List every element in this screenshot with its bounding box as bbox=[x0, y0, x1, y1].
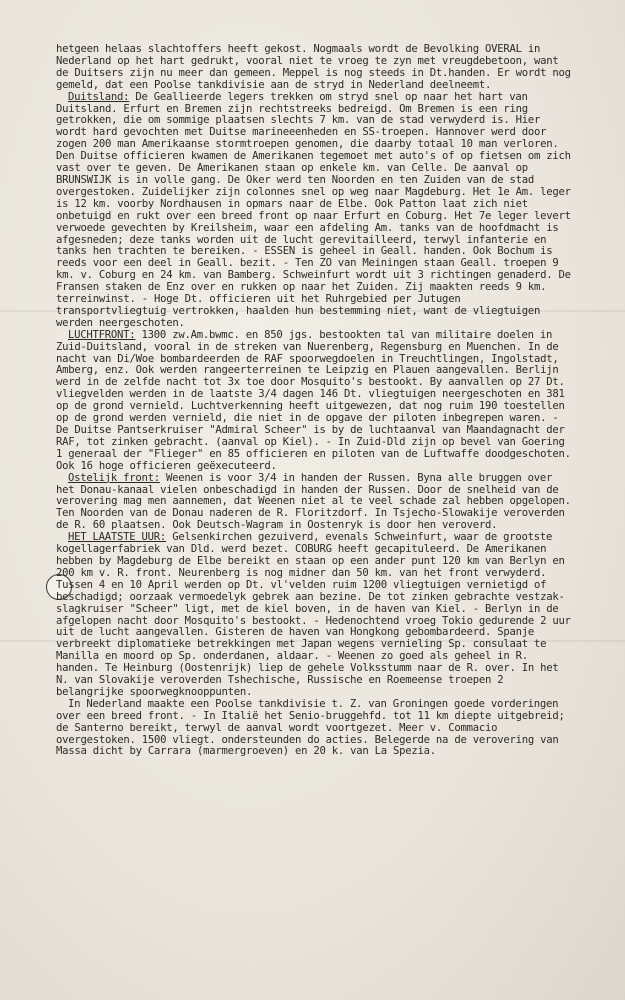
section-heading: Ostelijk front: bbox=[68, 471, 160, 484]
paragraph-luchtfront bbox=[56, 330, 576, 473]
paragraph-duitsland bbox=[56, 92, 576, 330]
section-heading: HET LAATSTE UUR: bbox=[68, 531, 167, 544]
paragraph-laatste-uur bbox=[56, 532, 576, 699]
section-heading: Duitsland: bbox=[68, 90, 130, 103]
paragraph-nederland bbox=[56, 699, 576, 759]
section-heading: LUCHTFRONT: bbox=[68, 328, 136, 341]
paragraph-text: In Nederland maakte een Poolse tankdivisie t. Z. van Groningen goede vorderingen over een breed front. - In Italië het Senio-bruggehfd. tot 11 km diepte uitgebreid; de Santerno bereikt, terwyl de aanval wordt voortgezet. Meer v. Commacio overgestoken. 1500 vliegt. ondersteunden do acties. Belegerde na de verovering van Massa dicht by Carrara (marmergroeven) en 20 k. van La Spezia. bbox=[56, 697, 565, 758]
paragraph-text: Weenen is voor 3/4 in handen der Russen. Byna alle bruggen over het Donau-kanaal vielen onbeschadigd in handen der Russen. Door de snelheid van de verovering mag men aannemen, dat Weenen niet al te veel schade zal hebben opgelopen. Ten Noorden van de Donau naderen de R. Floritzdorf. In Tsjecho-Slowakije veroverden de R. 60 plaatsen. Ook Deutsch-Wagram in Oostenryk is door hen veroverd. bbox=[56, 471, 571, 532]
paragraph-text: Gelsenkirchen gezuiverd, evenals Schweinfurt, waar de grootste kogellagerfabriek van Dld. werd bezet. COBURG heeft gecapituleerd. De Amerikanen hebben by Magdeburg de Elbe bereikt en staan op een ander punt 120 km van Berlyn en 200 km v. R. front. Neurenberg is nog midner dan 50 km. van het front verwyderd. Tussen 4 en 10 April werden op Dt. vl'velden ruim 1200 vliegtuigen vernietigd of beschadigd; oorzaak vermoedelyk gebrek aan bezine. De tot zinken gebrachte vestzak-slagkruiser "Scheer" ligt, met de kiel boven, in de haven van Kiel. - Berlyn in de afgelopen nacht door Mosquito's bestookt. - Hedenochtend vroeg Tokio gedurende 2 uur uit de lucht aangevallen. Gisteren de haven van Hongkong gebombardeerd. Spanje verbreekt diplomatieke betrekkingen met Japan wegens vernieling Sp. consulaat te Manilla en moord op Sp. onderdanen, aldaar. - Weenen zo goed als geheel in R. handen. Te Heinburg (Oostenrijk) liep de gehele Volksstumm naar de R. over. In het N. van Slovakije veroverden Tshechische, Russische en Roemeense troepen 2 belangrijke spoorwegknooppunten. bbox=[56, 531, 571, 698]
paragraph-intro bbox=[56, 44, 576, 92]
paragraph-oostelijk bbox=[56, 473, 576, 533]
bulletin-body bbox=[56, 44, 576, 758]
paragraph-text: De Geallieerde legers trekken om stryd snel op naar het hart van Duitsland. Erfurt en Bremen zijn rechtstreeks bedreigd. Om Bremen is een ring getrokken, die om sommige plaatsen slechts 7 km. van de stad verwyderd is. Hier wordt hard gevochten met Duitse marineeenheden en SS-troepen. Hannover werd door zogen 200 man Amerikaanse stormtroepen genomen, die daarby totaal 10 man verloren. Den Duitse officieren kwamen de Amerikanen tegemoet met auto's of op fietsen om zich vast over te geven. De Amerikanen staan op enkele km. van Celle. De aanval op BRUNSWIJK is in volle gang. De Oker werd ten Noorden en ten Zuiden van de stad overgestoken. Zuidelijker zijn colonnes snel op weg naar Magdeburg. Het 1e Am. leger is 12 km. voorby Nordhausen in opmars naar de Elbe. Ook Patton laat zich niet onbetuigd en rukt over een breed front op naar Erfurt en Coburg. Het 7e leger levert verwoede gevechten by Kreilsheim, waar een afdeling Am. tanks van de hoofdmacht is afgesneden; deze tanks worden uit de lucht gerevitailleerd, terwyl infanterie en tanks hen trachten te bereiken. - ESSEN is geheel in Geall. handen. Ook Bochum is reeds voor een deel in Geall. bezit. - Ten ZO van Meiningen staan Geall. troepen 9 km. v. Coburg en 24 km. van Bamberg. Schweinfurt wordt uit 3 richtingen genaderd. De Fransen staken de Enz over en rukken op naar het Zuiden. Zij maakten reeds 9 km. terreinwinst. - Hoge Dt. officieren uit het Ruhrgebied per Jutugen transportvliegtuig vertrokken, haalden hun bestemming niet, want de vliegtuigen werden neergeschoten. bbox=[56, 90, 571, 329]
paragraph-text: 1300 zw.Am.bwmc. en 850 jgs. bestookten tal van militaire doelen in Zuid-Duitsland, vooral in de streken van Nuerenberg, Regensburg en Muenchen. In de nacht van Di/Woe bombardeerden de RAF spoorwegdoelen in Treuchtlingen, Ingolstadt, Amberg, enz. Ook werden rangeerterreinen te Leipzig en Plauen aangevallen. Berlijn werd in de zelfde nacht tot 3x toe door Mosquito's bestookt. By aanvallen op 27 Dt. vliegvelden werden in de laatste 3/4 dagen 146 Dt. vliegtuigen neergeschoten en 381 op de grond vernield. Luchtverkenning heeft uitgewezen, dat nog ruim 190 toestellen op de grond werden vernield, die niet in de opgave der piloten inbegrepen waren. - De Duitse Pantserkruiser "Admiral Scheer" is by de luchtaanval van Maandagnacht der RAF, tot zinken gebracht. (aanval op Kiel). - In Zuid-Dld zijn op bevel van Goering 1 generaal der "Flieger" en 85 officieren en piloten van de Luftwaffe doodgeschoten. Ook 16 hoge officieren geëxecuteerd. bbox=[56, 328, 571, 472]
paragraph-text: hetgeen helaas slachtoffers heeft gekost. Nogmaals wordt de Bevolking OVERAL in Nederland op het hart gedrukt, vooral niet te vroeg te zyn met vreugdebetoon, want de Duitsers zijn nu meer dan gemeen. Meppel is nog steeds in Dt.handen. Er wordt nog gemeld, dat een Poolse tankdivisie aan de stryd in Nederland deelneemt. bbox=[56, 43, 571, 91]
